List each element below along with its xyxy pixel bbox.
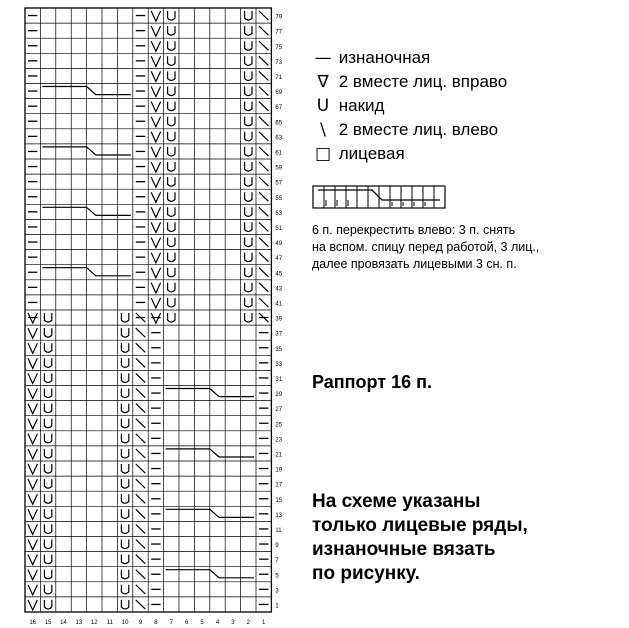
row-label: 3 xyxy=(275,588,279,595)
column-label: 4 xyxy=(215,620,220,626)
column-label: 3 xyxy=(231,620,235,626)
row-label: 51 xyxy=(275,225,283,232)
column-label: 13 xyxy=(75,620,83,626)
row-label: 67 xyxy=(275,105,283,112)
cable-instruction-line: далее провязать лицевыми 3 сн. п. xyxy=(312,257,517,271)
row-label: 7 xyxy=(275,558,279,565)
row-label: 39 xyxy=(275,316,283,323)
row-label: 9 xyxy=(275,543,279,550)
cable-instruction-line: 6 п. перекрестить влево: 3 п. снять xyxy=(312,223,516,237)
row-label: 11 xyxy=(275,527,282,534)
row-label: 49 xyxy=(275,241,283,248)
row-label: 45 xyxy=(275,271,283,278)
column-label: 2 xyxy=(246,620,250,626)
legend-item-knit xyxy=(312,144,405,164)
knit-icon: □ xyxy=(314,144,332,164)
row-label: 65 xyxy=(275,120,283,127)
column-label: 9 xyxy=(138,620,143,626)
cable-instruction xyxy=(312,222,539,273)
column-label: 1 xyxy=(262,620,266,626)
yarn-over-icon: U xyxy=(316,96,330,116)
legend-label: лицевая xyxy=(338,144,405,163)
column-label: 12 xyxy=(90,620,98,626)
row-label: 35 xyxy=(275,346,283,353)
row-label: 5 xyxy=(275,573,279,580)
row-label: 73 xyxy=(275,59,283,66)
column-label: 5 xyxy=(200,620,204,626)
column-label: 7 xyxy=(169,620,173,626)
column-label: 15 xyxy=(44,620,52,626)
column-label: 10 xyxy=(121,620,129,626)
row-label: 17 xyxy=(275,482,283,489)
row-label: 59 xyxy=(275,165,283,172)
legend-label: 2 вместе лиц. вправо xyxy=(338,72,508,91)
row-label: 25 xyxy=(275,422,283,429)
row-label: 33 xyxy=(275,361,283,368)
row-label: 13 xyxy=(275,512,283,519)
column-label: 14 xyxy=(60,620,67,626)
legend-item-k2tog-right xyxy=(312,72,507,92)
cable-symbol-icon xyxy=(312,184,452,214)
row-label: 75 xyxy=(275,44,283,51)
row-label: 41 xyxy=(275,301,283,308)
column-label: 6 xyxy=(185,620,189,626)
column-label: 11 xyxy=(106,620,113,626)
instruction-note: На схеме указаны только лицевые ряды, изнаночные вязать по рисунку. xyxy=(312,491,528,584)
legend-label: накид xyxy=(338,96,385,115)
legend-item-purl xyxy=(312,48,430,68)
purl-icon: — xyxy=(314,48,332,68)
legend-item-k2tog-left xyxy=(312,120,498,140)
row-label: 55 xyxy=(275,195,283,202)
legend-label: изнаночная xyxy=(338,48,431,67)
row-label: 23 xyxy=(275,437,283,444)
row-label: 27 xyxy=(275,407,283,414)
knitting-chart-grid xyxy=(0,0,300,628)
row-label: 77 xyxy=(275,29,283,36)
knitting-chart xyxy=(0,0,300,628)
row-label: 21 xyxy=(275,452,283,459)
row-label: 61 xyxy=(275,150,283,157)
rapport-label: Раппорт 16 п. xyxy=(312,372,432,392)
row-label: 37 xyxy=(275,331,283,338)
k2tog-right-icon: ∇ xyxy=(317,72,329,92)
row-label: 31 xyxy=(275,376,283,383)
row-label: 71 xyxy=(275,74,283,81)
k2tog-left-icon: \ xyxy=(320,120,326,140)
row-label: 47 xyxy=(275,256,283,263)
row-label: 79 xyxy=(275,14,283,21)
cable-instruction-line: на вспом. спицу перед работой, 3 лиц., xyxy=(312,240,540,254)
row-label: 29 xyxy=(275,392,283,399)
column-label: 8 xyxy=(154,620,158,626)
row-label: 19 xyxy=(275,467,283,474)
row-label: 69 xyxy=(275,90,283,97)
legend-item-yarn-over xyxy=(312,96,384,116)
row-label: 57 xyxy=(275,180,283,187)
row-label: 15 xyxy=(275,497,283,504)
row-label: 63 xyxy=(275,135,283,142)
row-label: 1 xyxy=(275,603,279,610)
column-label: 16 xyxy=(29,620,37,626)
row-label: 43 xyxy=(275,286,283,293)
row-label: 53 xyxy=(275,210,283,217)
legend-label: 2 вместе лиц. влево xyxy=(338,120,499,139)
